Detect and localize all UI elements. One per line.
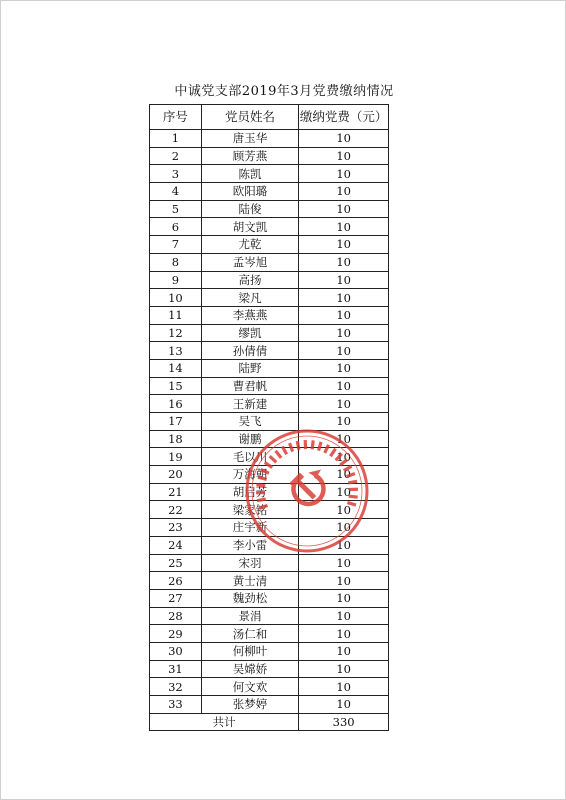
cell-fee-paid: 10 [299, 466, 389, 484]
cell-member-name: 胡启芳 [201, 483, 299, 501]
table-body [150, 130, 389, 714]
cell-fee-paid: 10 [299, 306, 389, 324]
cell-member-name: 唐玉华 [201, 130, 299, 148]
cell-member-name: 王新建 [201, 395, 299, 413]
cell-member-name: 魏劲松 [201, 589, 299, 607]
cell-index: 7 [150, 236, 202, 254]
cell-index: 9 [150, 271, 202, 289]
cell-member-name: 胡文凯 [201, 218, 299, 236]
cell-member-name: 张梦婷 [201, 696, 299, 714]
table-row [150, 625, 389, 643]
table-row [150, 306, 389, 324]
total-label: 共计 [150, 713, 299, 731]
table-row [150, 324, 389, 342]
table-row [150, 395, 389, 413]
cell-fee-paid: 10 [299, 448, 389, 466]
total-value: 330 [299, 713, 389, 731]
cell-index: 6 [150, 218, 202, 236]
cell-index: 18 [150, 430, 202, 448]
cell-member-name: 陆野 [201, 359, 299, 377]
cell-member-name: 吴飞 [201, 413, 299, 431]
cell-index: 30 [150, 642, 202, 660]
table-row [150, 501, 389, 519]
cell-member-name: 庄宇新 [201, 519, 299, 537]
cell-member-name: 吴嫦娇 [201, 660, 299, 678]
header-fee-paid: 缴纳党费（元） [299, 105, 389, 130]
table-row [150, 218, 389, 236]
cell-index: 21 [150, 483, 202, 501]
cell-index: 14 [150, 359, 202, 377]
cell-fee-paid: 10 [299, 589, 389, 607]
table-row [150, 678, 389, 696]
cell-fee-paid: 10 [299, 183, 389, 201]
header-index: 序号 [150, 105, 202, 130]
cell-member-name: 毛以川 [201, 448, 299, 466]
cell-member-name: 陈凯 [201, 165, 299, 183]
table-row [150, 483, 389, 501]
cell-fee-paid: 10 [299, 165, 389, 183]
cell-member-name: 顾芳燕 [201, 147, 299, 165]
cell-member-name: 李小雷 [201, 536, 299, 554]
cell-fee-paid: 10 [299, 218, 389, 236]
table-row [150, 519, 389, 537]
cell-index: 26 [150, 572, 202, 590]
cell-fee-paid: 10 [299, 519, 389, 537]
table-row [150, 589, 389, 607]
table-row [150, 236, 389, 254]
cell-fee-paid: 10 [299, 625, 389, 643]
cell-index: 24 [150, 536, 202, 554]
cell-index: 3 [150, 165, 202, 183]
table-row [150, 696, 389, 714]
party-fee-table [149, 104, 389, 731]
cell-member-name: 何柳叶 [201, 642, 299, 660]
table-row [150, 430, 389, 448]
table-row [150, 130, 389, 148]
cell-fee-paid: 10 [299, 554, 389, 572]
cell-fee-paid: 10 [299, 147, 389, 165]
table-row [150, 642, 389, 660]
table-row [150, 289, 389, 307]
cell-fee-paid: 10 [299, 377, 389, 395]
cell-fee-paid: 10 [299, 607, 389, 625]
cell-fee-paid: 10 [299, 572, 389, 590]
cell-index: 22 [150, 501, 202, 519]
cell-member-name: 缪凯 [201, 324, 299, 342]
cell-fee-paid: 10 [299, 130, 389, 148]
cell-index: 33 [150, 696, 202, 714]
cell-fee-paid: 10 [299, 696, 389, 714]
cell-member-name: 陆俊 [201, 200, 299, 218]
cell-index: 15 [150, 377, 202, 395]
table-row [150, 536, 389, 554]
cell-fee-paid: 10 [299, 678, 389, 696]
cell-member-name: 汤仁和 [201, 625, 299, 643]
table-row [150, 572, 389, 590]
cell-fee-paid: 10 [299, 660, 389, 678]
cell-member-name: 景涓 [201, 607, 299, 625]
cell-index: 20 [150, 466, 202, 484]
cell-member-name: 孟岑旭 [201, 253, 299, 271]
cell-index: 23 [150, 519, 202, 537]
cell-fee-paid: 10 [299, 324, 389, 342]
cell-member-name: 谢鹏 [201, 430, 299, 448]
table-row [150, 359, 389, 377]
document-title: 中诚党支部2019年3月党费缴纳情况 [174, 84, 394, 99]
cell-index: 25 [150, 554, 202, 572]
cell-fee-paid: 10 [299, 536, 389, 554]
cell-member-name: 尤乾 [201, 236, 299, 254]
cell-member-name: 孙倩倩 [201, 342, 299, 360]
cell-member-name: 曹君帆 [201, 377, 299, 395]
table-row [150, 554, 389, 572]
cell-member-name: 何文欢 [201, 678, 299, 696]
cell-index: 12 [150, 324, 202, 342]
cell-index: 5 [150, 200, 202, 218]
cell-fee-paid: 10 [299, 253, 389, 271]
table-row [150, 607, 389, 625]
cell-index: 27 [150, 589, 202, 607]
table-row [150, 660, 389, 678]
cell-fee-paid: 10 [299, 289, 389, 307]
cell-fee-paid: 10 [299, 200, 389, 218]
cell-index: 10 [150, 289, 202, 307]
cell-index: 19 [150, 448, 202, 466]
cell-member-name: 欧阳璐 [201, 183, 299, 201]
cell-index: 4 [150, 183, 202, 201]
cell-fee-paid: 10 [299, 342, 389, 360]
cell-fee-paid: 10 [299, 430, 389, 448]
table-row [150, 413, 389, 431]
header-member-name: 党员姓名 [201, 105, 299, 130]
cell-index: 16 [150, 395, 202, 413]
table-row [150, 377, 389, 395]
cell-index: 8 [150, 253, 202, 271]
cell-fee-paid: 10 [299, 483, 389, 501]
table-header-row [150, 105, 389, 130]
cell-member-name: 宋羽 [201, 554, 299, 572]
table-row [150, 165, 389, 183]
cell-fee-paid: 10 [299, 642, 389, 660]
cell-member-name: 梁家铭 [201, 501, 299, 519]
cell-member-name: 李燕燕 [201, 306, 299, 324]
cell-fee-paid: 10 [299, 236, 389, 254]
cell-index: 11 [150, 306, 202, 324]
table-row [150, 342, 389, 360]
table-row [150, 147, 389, 165]
cell-index: 1 [150, 130, 202, 148]
cell-fee-paid: 10 [299, 359, 389, 377]
total-row [150, 713, 389, 731]
cell-member-name: 万海朝 [201, 466, 299, 484]
cell-member-name: 黄士清 [201, 572, 299, 590]
cell-fee-paid: 10 [299, 501, 389, 519]
table-row [150, 271, 389, 289]
cell-fee-paid: 10 [299, 413, 389, 431]
cell-fee-paid: 10 [299, 395, 389, 413]
cell-index: 17 [150, 413, 202, 431]
cell-fee-paid: 10 [299, 271, 389, 289]
cell-member-name: 高扬 [201, 271, 299, 289]
cell-index: 32 [150, 678, 202, 696]
table-row [150, 200, 389, 218]
cell-index: 31 [150, 660, 202, 678]
cell-index: 28 [150, 607, 202, 625]
cell-index: 13 [150, 342, 202, 360]
cell-index: 29 [150, 625, 202, 643]
table-row [150, 253, 389, 271]
cell-member-name: 梁凡 [201, 289, 299, 307]
table-row [150, 466, 389, 484]
table-row [150, 183, 389, 201]
cell-index: 2 [150, 147, 202, 165]
table-row [150, 448, 389, 466]
